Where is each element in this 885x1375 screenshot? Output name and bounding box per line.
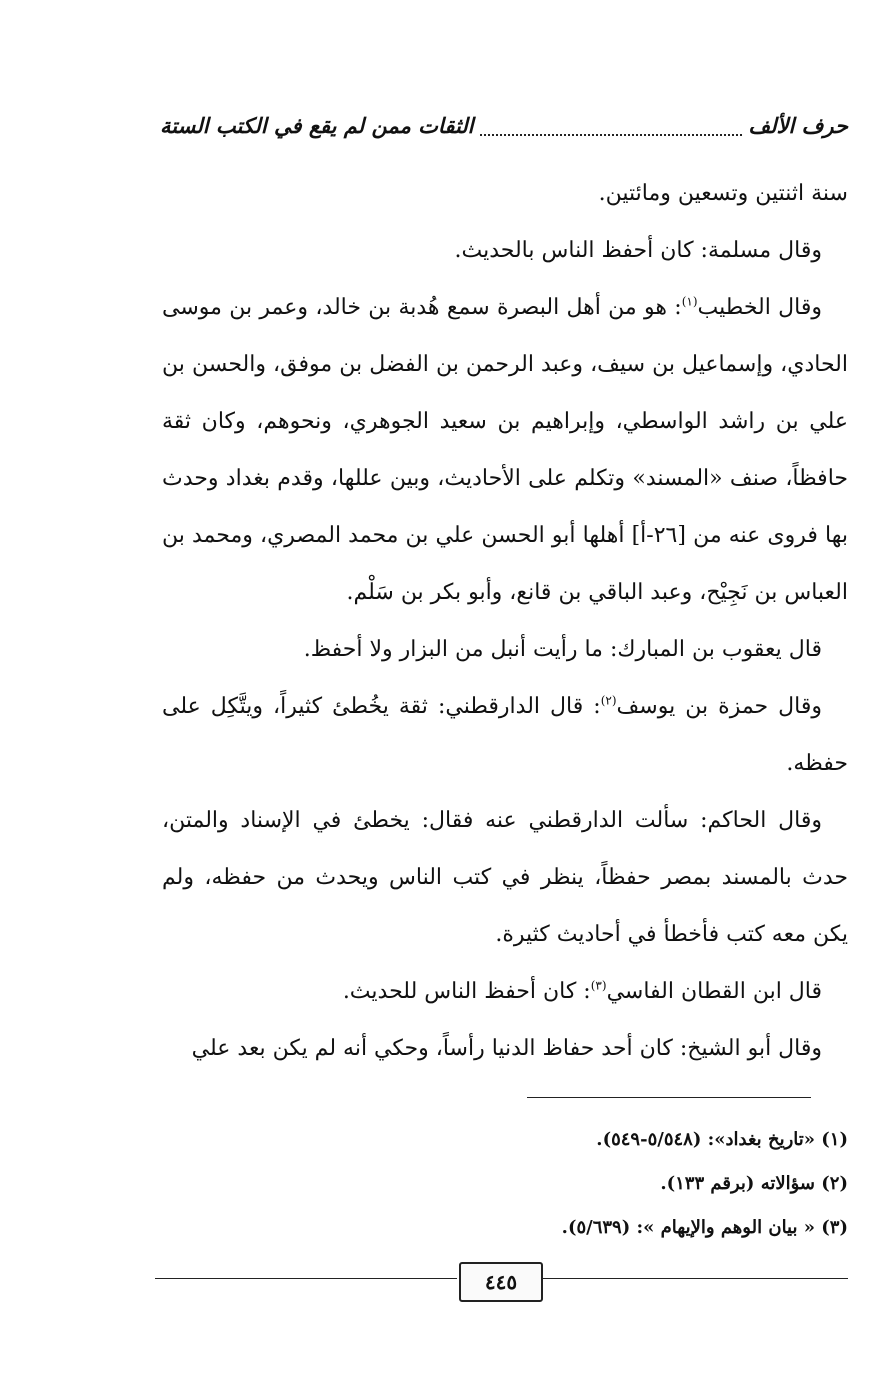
header-dot-leader: [480, 124, 743, 136]
footnotes: [300, 1118, 848, 1250]
header-chapter: حرف الألف: [748, 112, 848, 138]
paragraph-1-text: سنة اثنتين وتسعين ومائتين.: [598, 181, 848, 206]
footnote-2: (٢) سؤالاته (برقم ١٣٣).: [660, 1173, 848, 1194]
paragraph-7-text: قال ابن القطان الفاسي: [606, 979, 822, 1004]
paragraph-5-rest: : قال الدارقطني: ثقة يخُطئ كثيراً، ويتَّكِل على حفظه.: [162, 694, 848, 776]
paragraph-8: [162, 1020, 848, 1077]
footnote-ref-3[interactable]: (٣): [590, 978, 607, 993]
footnote-separator: [527, 1097, 811, 1098]
footnote-1: (١) «تاريخ بغداد»: (٥/٥٤٨-٥٤٩).: [596, 1129, 848, 1150]
paragraph-6: [162, 792, 848, 963]
paragraph-8-text: وقال أبو الشيخ: كان أحد حفاظ الدنيا رأساً، وحكي أنه لم يكن بعد علي: [191, 1036, 822, 1061]
footnote-ref-1[interactable]: (١): [681, 294, 698, 309]
paragraph-3: [162, 279, 848, 621]
footnote-3: (٣) « بيان الوهم والإيهام »: (٥/٦٣٩).: [561, 1217, 848, 1238]
paragraph-7-rest: : كان أحفظ الناس للحديث.: [342, 979, 591, 1004]
paragraph-2-text: وقال مسلمة: كان أحفظ الناس بالحديث.: [454, 238, 822, 263]
paragraph-4: [162, 621, 848, 678]
paragraph-5: [162, 678, 848, 792]
running-header: [160, 100, 848, 150]
paragraph-3-text: وقال الخطيب: [697, 295, 822, 320]
paragraph-6-text: وقال الحاكم: سألت الدارقطني عنه فقال: يخطئ في الإسناد والمتن، حدث بالمسند بمصر حفظاً، ينظر في كتب الناس ويحدث من حفظه، ولم يكن معه كتب فأخطأ في أحاديث كثيرة.: [162, 808, 848, 947]
paragraph-1: [162, 165, 848, 222]
paragraph-4-text: قال يعقوب بن المبارك: ما رأيت أنبل من البزار ولا أحفظ.: [303, 637, 822, 662]
body-text: [162, 165, 848, 1077]
paragraph-7: [162, 963, 848, 1020]
footer-rule-right: [540, 1278, 848, 1279]
footer-rule-left: [155, 1278, 457, 1279]
paragraph-5-text: وقال حمزة بن يوسف: [616, 694, 823, 719]
paragraph-3-rest: : هو من أهل البصرة سمع هُدبة بن خالد، وعمر بن موسى الحادي، وإسماعيل بن سيف، وعبد الرحمن بن الفضل بن موفق، والحسن بن علي بن راشد الواسطي، وإبراهيم بن سعيد الجوهري، ونحوهم، وكان ثقة حافظاً، صنف «المسند» وتكلم على الأحاديث، وبين عللها، وقدم بغداد وحدث بها فروى عنه من [٢٦-أ] أهلها أبو الحسن علي بن محمد المصري، ومحمد بن العباس بن نَجِيْح، وعبد الباقي بن قانع، وأبو بكر بن سَلْم.: [162, 295, 848, 605]
page-number: ٤٤٥: [459, 1262, 543, 1302]
footnote-ref-2[interactable]: (٢): [600, 693, 617, 708]
paragraph-2: [162, 222, 848, 279]
header-book-title: الثقات ممن لم يقع في الكتب الستة: [160, 112, 474, 138]
